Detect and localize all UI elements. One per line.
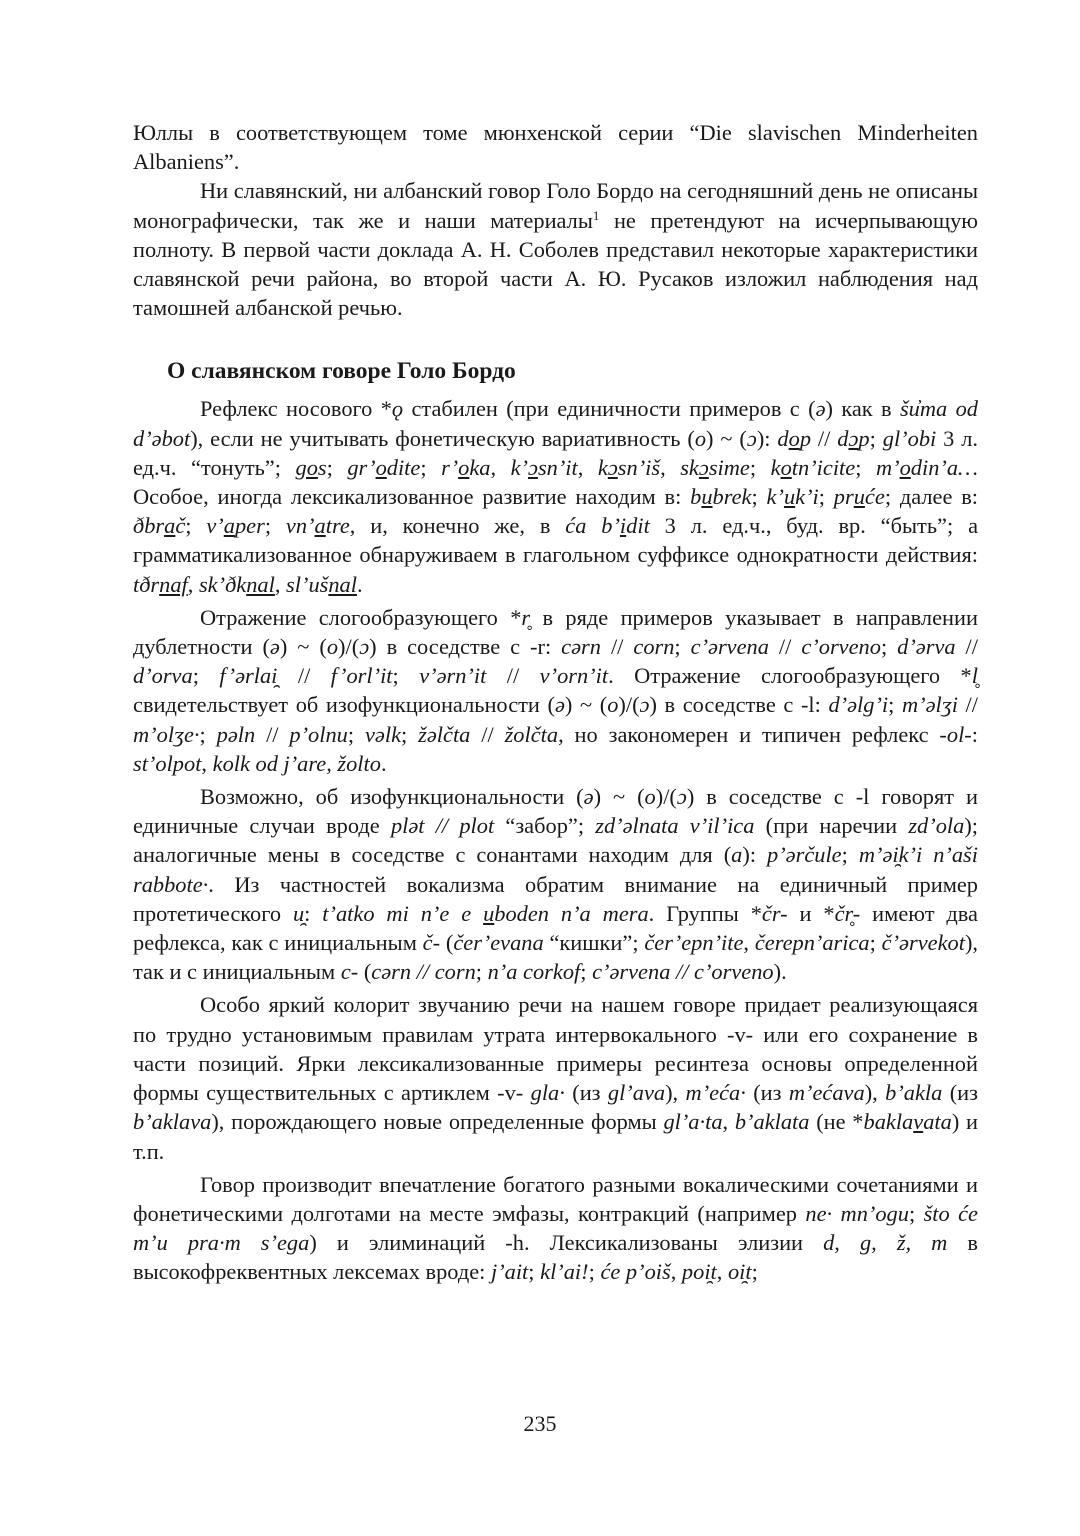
intro-paragraph	[133, 118, 978, 176]
paragraph-2-text-a: Ни славянский, ни албанский говор Голо Бордо на сегодняшний день не описаны монографически, так же и наши материалы	[133, 178, 978, 233]
paragraph-2	[133, 176, 978, 322]
page-body	[133, 118, 978, 1287]
paragraph-5: Возможно, об изофункциональности (ə) ~ (o)/(ɔ) в соседстве с -l говорят и единичные случаи вроде plət // plot “забор”; zd’əlnata v’il’ica (при наречии zd’ola); аналогичные мены в соседстве с сонантами находим для (a): p’ərčule; m’əi̯k’i n’aši rabbote·. Из частностей вокализма обратим внимание на единичный пример протетического u̯: t’atko mi n’e e uboden n’a mera. Группы *čr- и *čr̥- имеют два рефлекса, как с инициальным č- (čer’evana “кишки”; čer’epn’ite, čerepn’arica; č’ərvekot), так и с инициальным c- (cərn // corn; n’a corkof; c’ərvena // c’orveno).	[133, 784, 979, 985]
paragraph-3: Рефлекс носового *ǫ стабилен (при единичности примеров с (ə) как в šuma od d’əbot), если не учитывать фонетическую вариативность (o) ~ (ɔ): dop // dɔp; gl’obi 3 л. ед.ч. “тонуть”; gos; gr’odite; r’oka, k’ɔsn’it, kɔsn’iš, skɔsime; kotn’icite; m’odin’a… Особое, иногда лексикализованное развитие находим в: bubrek; k’uk’i; pruće; далее в: ðbrač; v’aper; vn’atre, и, конечно же, в ća b’idit 3 л. ед.ч., буд. вр. “быть”; а грамматикализованное обнаруживаем в глагольном суффиксе однократности действия: tðrnaf, sk’ðknal, sl’ušnal.	[133, 396, 979, 597]
footnote-marker[interactable]: 1	[592, 207, 600, 223]
section-heading: О славянском говоре Голо Бордо	[167, 358, 516, 385]
page-number: 235	[523, 1411, 557, 1436]
paragraph-7: Говор производит впечатление богатого разными вокалическими сочетаниями и фонетическими долготами на месте эмфазы, контракций (например ne· mn’ogu; što će m’u pra·m s’ega) и элиминаций -h. Лексикализованы элизии d, g, ž, m в высокофреквентных лексемах вроде: j’ait; kl’ai!; će p’oiš, poi̯t, oi̯t;	[133, 1171, 978, 1285]
paragraph-4: Отражение слогообразующего *r̥ в ряде примеров указывает в направлении дублетности (ə) ~ (o)/(ɔ) в соседстве с -r: cərn // corn; c’ərvena // c’orveno; d’ərva // d’orva; f’ərlai̯ // f’orl’it; v’ərn’it // v’orn’it. Отражение слогообразующего *l̥ свидетельствует об изофункциональности (ə) ~ (o)/(ɔ) в соседстве с -l: d’əlg’i; m’əlʒi // m’olʒe·; pəln // p’olnu; vəlk; žəlčta // žolčta, но закономерен и типичен рефлекс -ol-: st’olpot, kolk od j’are, žolto.	[133, 604, 978, 776]
paragraph-2-text-b: не претендуют на исчерпывающую полноту. В первой части доклада А. Н. Соболев представил некоторые характеристики славянской речи района, во второй части А. Ю. Русаков изложил наблюдения над тамошней албанской речью.	[133, 207, 978, 321]
intro-paragraph-text: Юллы в соответствующем томе мюнхенской серии “Die slavischen Minderheiten Albaniens”.	[133, 120, 978, 175]
paragraph-6: Особо яркий колорит звучанию речи на нашем говоре придает реализующаяся по трудно установимым правилам утрата интервокального -v- или его сохранение в части позиций. Ярки лексикализованные примеры ресинтеза основы определенной формы существительных с артиклем -v- gla· (из gl’ava), m’eća· (из m’ećava), b’akla (из b’aklava), порождающего новые определенные формы gl’a·ta, b’aklata (не *baklavata) и т.п.	[133, 992, 978, 1164]
